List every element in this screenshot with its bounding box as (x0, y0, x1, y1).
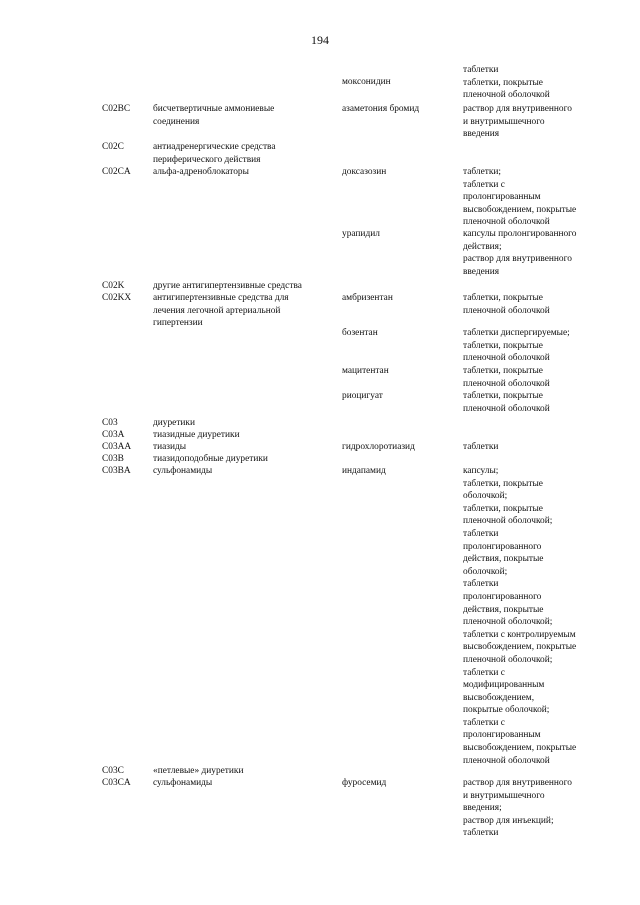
atc-group: антиадренергические средства периферического действия (153, 142, 276, 165)
atc-group: сульфонамиды (153, 466, 213, 476)
drug-name: риоцигуат (342, 391, 383, 401)
drug-name: моксонидин (342, 77, 391, 87)
page-number: 194 (311, 33, 329, 47)
atc-code: C03B (102, 454, 124, 464)
atc-group: «петлевые» диуретики (153, 766, 244, 776)
atc-group: тиазидоподобные диуретики (153, 454, 268, 464)
atc-code: C03A (102, 430, 125, 440)
dosage-forms: раствор для внутривенного и внутримышечного введения; раствор для инъекций; таблетки (463, 778, 572, 839)
dosage-forms: таблетки диспергируемые; таблетки, покрытые пленочной оболочкой (463, 328, 570, 364)
atc-group: тиазидные диуретики (153, 430, 240, 440)
dosage-forms: таблетки; таблетки с пролонгированным высвобождением, покрытые пленочной оболочкой (463, 167, 577, 228)
atc-group: сульфонамиды (153, 778, 213, 788)
drug-name: индапамид (342, 466, 386, 476)
atc-code: C03 (102, 418, 118, 428)
dosage-forms: таблетки, покрытые пленочной оболочкой (463, 391, 550, 414)
atc-group: бисчетвертичные аммониевые соединения (153, 104, 275, 127)
atc-code: C02BC (102, 104, 131, 114)
atc-group: другие антигипертензивные средства (153, 281, 302, 291)
atc-code: C02C (102, 142, 124, 152)
dosage-forms: капсулы; таблетки, покрытые оболочкой; таблетки, покрытые пленочной оболочкой; таблетки пролонгированного действия, покрытые оболочкой; таблетки пролонгированного действия, покрытые пленочной оболочкой; таблетки с контролируемым высвобождением, покрытые пленочной оболочкой; таблетки с модифицированным высвобождением, покрытые оболочкой; таблетки с пролонгированным высвобождением, покрытые пленочной оболочкой (463, 466, 577, 766)
atc-code: C03CA (102, 778, 131, 788)
atc-code: C02K (102, 281, 125, 291)
atc-group: тиазиды (153, 442, 187, 452)
atc-group: диуретики (153, 418, 196, 428)
drug-name: амбризентан (342, 293, 393, 303)
atc-code: C02KX (102, 293, 132, 303)
drug-name: гидрохлоротиазид (342, 442, 415, 452)
drug-name: бозентан (342, 328, 378, 338)
atc-group: альфа-адреноблокаторы (153, 167, 249, 177)
drug-name: фуросемид (342, 778, 387, 788)
drug-name: азаметония бромид (342, 104, 420, 114)
dosage-forms: раствор для внутривенного и внутримышечного введения (463, 104, 572, 140)
dosage-forms: таблетки, покрытые пленочной оболочкой (463, 366, 550, 389)
drug-name: урапидил (342, 229, 380, 239)
atc-group: антигипертензивные средства для лечения легочной артериальной гипертензии (153, 293, 289, 329)
atc-code: C03C (102, 766, 124, 776)
atc-code: C03AA (102, 442, 132, 452)
drug-name: доксазозин (342, 167, 387, 177)
drug-name: мацитентан (342, 366, 389, 376)
dosage-forms: таблетки, покрытые пленочной оболочкой (463, 293, 550, 316)
dosage-forms: таблетки (463, 442, 499, 452)
dosage-forms: капсулы пролонгированного действия; раствор для внутривенного введения (463, 229, 577, 277)
atc-code: C03BA (102, 466, 131, 476)
atc-code: C02CA (102, 167, 131, 177)
dosage-forms: таблетки таблетки, покрытые пленочной оболочкой (463, 65, 550, 101)
